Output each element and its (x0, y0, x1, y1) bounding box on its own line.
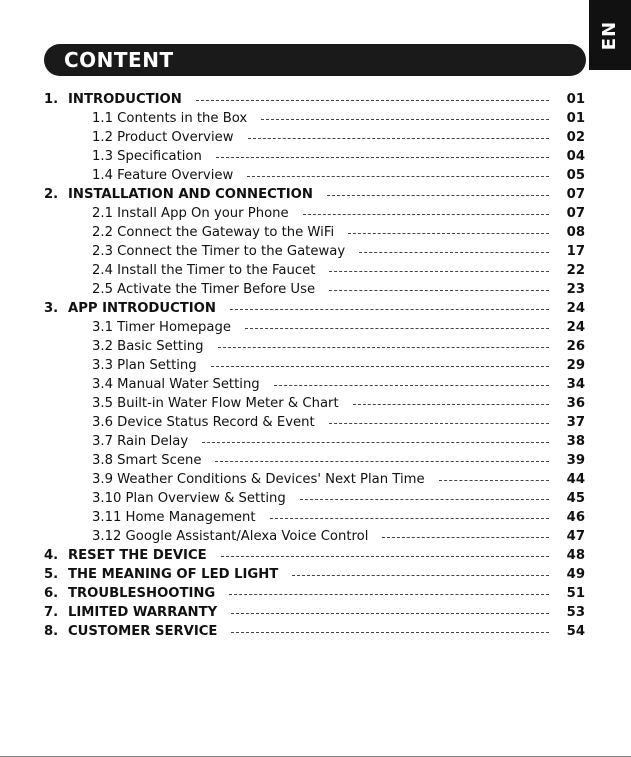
toc-subsection-row[interactable] (44, 128, 585, 147)
toc-entry-title: TROUBLESHOOTING (68, 586, 216, 601)
toc-dotted-leader (231, 613, 549, 614)
toc-page-number: 46 (566, 510, 585, 525)
toc-dotted-leader (270, 518, 549, 519)
toc-dotted-leader (329, 290, 549, 291)
toc-dotted-leader (229, 594, 549, 595)
toc-dotted-leader (196, 100, 549, 101)
toc-dotted-leader (211, 366, 549, 367)
toc-entry-title: 1.2 Product Overview (92, 130, 234, 145)
toc-entry-title: 1.1 Contents in the Box (92, 111, 248, 126)
toc-entry-title: 3.7 Rain Delay (92, 434, 189, 449)
toc-entry-title: 3.3 Plan Setting (92, 358, 197, 373)
toc-dotted-leader (292, 575, 549, 576)
toc-dotted-leader (231, 632, 549, 633)
toc-entry-title: 3.4 Manual Water Setting (92, 377, 260, 392)
language-label: EN (599, 20, 621, 50)
toc-entry-title: 1.4 Feature Overview (92, 168, 234, 183)
toc-page-number: 22 (566, 263, 585, 278)
toc-page-number: 45 (566, 491, 585, 506)
toc-entry-title: LIMITED WARRANTY (68, 605, 218, 620)
toc-page-number: 01 (566, 111, 585, 126)
toc-dotted-leader (329, 271, 549, 272)
toc-dotted-leader (218, 347, 550, 348)
toc-page-number: 44 (566, 472, 585, 487)
toc-section-number: 8. (44, 624, 59, 639)
toc-entry-title: 2.5 Activate the Timer Before Use (92, 282, 316, 297)
toc-section-row[interactable] (44, 622, 585, 641)
toc-entry-title: INSTALLATION AND CONNECTION (68, 187, 313, 202)
toc-subsection-row[interactable] (44, 109, 585, 128)
toc-section-number: 4. (44, 548, 59, 563)
toc-section-number: 3. (44, 301, 59, 316)
toc-subsection-row[interactable] (44, 356, 585, 375)
toc-dotted-leader (261, 119, 549, 120)
toc-subsection-row[interactable] (44, 413, 585, 432)
toc-page-number: 04 (566, 149, 585, 164)
toc-page-number: 54 (566, 624, 585, 639)
toc-entry-title: 3.5 Built-in Water Flow Meter & Chart (92, 396, 339, 411)
toc-subsection-row[interactable] (44, 204, 585, 223)
toc-section-number: 7. (44, 605, 59, 620)
toc-dotted-leader (221, 556, 549, 557)
toc-entry-title: INTRODUCTION (68, 92, 182, 107)
toc-subsection-row[interactable] (44, 261, 585, 280)
toc-dotted-leader (300, 499, 549, 500)
toc-section-number: 1. (44, 92, 59, 107)
toc-entry-title: 3.8 Smart Scene (92, 453, 202, 468)
toc-subsection-row[interactable] (44, 451, 585, 470)
toc-page-number: 37 (566, 415, 585, 430)
toc-entry-title: 3.6 Device Status Record & Event (92, 415, 315, 430)
toc-section-row[interactable] (44, 565, 585, 584)
toc-dotted-leader (247, 176, 549, 177)
toc-entry-title: 3.1 Timer Homepage (92, 320, 231, 335)
toc-entry-title: 3.11 Home Management (92, 510, 256, 525)
table-of-contents (44, 90, 585, 641)
toc-entry-title: CUSTOMER SERVICE (68, 624, 218, 639)
toc-entry-title: 3.10 Plan Overview & Setting (92, 491, 286, 506)
toc-page-number: 08 (566, 225, 585, 240)
toc-subsection-row[interactable] (44, 318, 585, 337)
toc-entry-title: 3.9 Weather Conditions & Devices' Next Plan Time (92, 472, 425, 487)
toc-page-number: 47 (566, 529, 585, 544)
toc-subsection-row[interactable] (44, 432, 585, 451)
toc-page-number: 07 (566, 187, 585, 202)
content-heading-banner (44, 44, 586, 76)
toc-entry-title: 1.3 Specification (92, 149, 202, 164)
toc-subsection-row[interactable] (44, 242, 585, 261)
toc-entry-title: 3.12 Google Assistant/Alexa Voice Control (92, 529, 369, 544)
toc-section-row[interactable] (44, 546, 585, 565)
toc-entry-title: THE MEANING OF LED LIGHT (68, 567, 279, 582)
toc-section-row[interactable] (44, 185, 585, 204)
toc-dotted-leader (230, 309, 549, 310)
toc-entry-title: 2.1 Install App On your Phone (92, 206, 289, 221)
toc-section-number: 2. (44, 187, 59, 202)
toc-dotted-leader (216, 157, 549, 158)
toc-dotted-leader (348, 233, 549, 234)
toc-section-number: 5. (44, 567, 59, 582)
toc-subsection-row[interactable] (44, 147, 585, 166)
toc-dotted-leader (359, 252, 549, 253)
toc-entry-title: 2.3 Connect the Timer to the Gateway (92, 244, 346, 259)
toc-page-number: 38 (566, 434, 585, 449)
toc-page-number: 26 (566, 339, 585, 354)
toc-subsection-row[interactable] (44, 223, 585, 242)
toc-page-number: 02 (566, 130, 585, 145)
toc-page-number: 51 (566, 586, 585, 601)
toc-subsection-row[interactable] (44, 280, 585, 299)
toc-subsection-row[interactable] (44, 394, 585, 413)
toc-subsection-row[interactable] (44, 470, 585, 489)
toc-entry-title: APP INTRODUCTION (68, 301, 216, 316)
toc-subsection-row[interactable] (44, 375, 585, 394)
toc-section-row[interactable] (44, 90, 585, 109)
toc-page-number: 05 (566, 168, 585, 183)
toc-dotted-leader (202, 442, 549, 443)
toc-page-number: 36 (566, 396, 585, 411)
toc-dotted-leader (245, 328, 549, 329)
toc-page-number: 39 (566, 453, 585, 468)
toc-subsection-row[interactable] (44, 527, 585, 546)
toc-section-row[interactable] (44, 299, 585, 318)
toc-entry-title: 2.2 Connect the Gateway to the WiFi (92, 225, 335, 240)
toc-page-number: 07 (566, 206, 585, 221)
page-title: CONTENT (64, 48, 174, 72)
toc-subsection-row[interactable] (44, 166, 585, 185)
toc-dotted-leader (248, 138, 549, 139)
toc-subsection-row[interactable] (44, 489, 585, 508)
toc-entry-title: 3.2 Basic Setting (92, 339, 204, 354)
toc-page-number: 17 (566, 244, 585, 259)
toc-page-number: 34 (566, 377, 585, 392)
toc-page-number: 29 (566, 358, 585, 373)
toc-page-number: 53 (566, 605, 585, 620)
toc-dotted-leader (215, 461, 549, 462)
toc-entry-title: RESET THE DEVICE (68, 548, 207, 563)
toc-dotted-leader (327, 195, 549, 196)
toc-page-number: 49 (566, 567, 585, 582)
toc-page-number: 01 (566, 92, 585, 107)
toc-entry-title: 2.4 Install the Timer to the Faucet (92, 263, 316, 278)
toc-section-row[interactable] (44, 584, 585, 603)
toc-dotted-leader (353, 404, 549, 405)
language-tab (589, 0, 631, 70)
toc-page-number: 24 (566, 301, 585, 316)
toc-subsection-row[interactable] (44, 337, 585, 356)
toc-dotted-leader (303, 214, 549, 215)
toc-dotted-leader (274, 385, 549, 386)
toc-section-number: 6. (44, 586, 59, 601)
toc-page-number: 23 (566, 282, 585, 297)
toc-page-number: 24 (566, 320, 585, 335)
toc-subsection-row[interactable] (44, 508, 585, 527)
toc-dotted-leader (382, 537, 549, 538)
toc-dotted-leader (439, 480, 549, 481)
toc-section-row[interactable] (44, 603, 585, 622)
toc-page-number: 48 (566, 548, 585, 563)
toc-dotted-leader (329, 423, 549, 424)
